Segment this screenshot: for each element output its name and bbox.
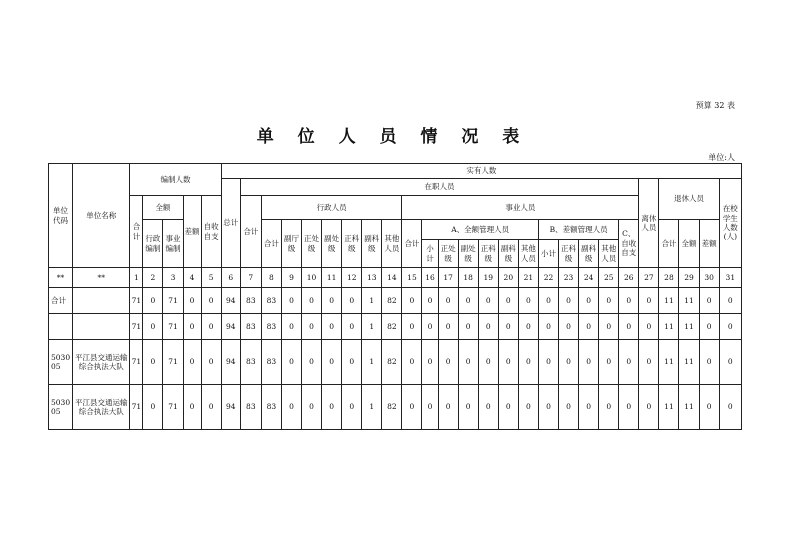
- index-cell: 9: [281, 268, 301, 288]
- header-sy-heji: 合计: [402, 220, 422, 268]
- unit-code-cell: 合计: [49, 288, 73, 314]
- value-cell: 71: [163, 385, 183, 430]
- value-cell: 83: [261, 385, 281, 430]
- header-b-xiaoji: 小计: [538, 240, 558, 268]
- value-cell: 0: [639, 314, 659, 340]
- value-cell: 83: [240, 385, 261, 430]
- value-cell: 0: [342, 385, 362, 430]
- value-cell: 0: [599, 288, 619, 314]
- value-cell: 94: [221, 314, 240, 340]
- value-cell: 0: [559, 385, 579, 430]
- table-row: [49, 314, 742, 340]
- value-cell: 0: [183, 314, 201, 340]
- value-cell: 0: [458, 314, 478, 340]
- value-cell: 0: [422, 340, 438, 385]
- value-cell: 0: [498, 385, 518, 430]
- header-zongji: 总计: [221, 179, 240, 268]
- value-cell: 83: [240, 288, 261, 314]
- unit-code-cell: [49, 314, 73, 340]
- value-cell: 0: [302, 385, 322, 430]
- value-cell: 71: [163, 340, 183, 385]
- value-cell: 0: [699, 314, 719, 340]
- value-cell: 0: [458, 385, 478, 430]
- value-cell: 0: [422, 385, 438, 430]
- value-cell: 0: [719, 385, 741, 430]
- index-row: [49, 268, 742, 288]
- value-cell: 82: [382, 385, 402, 430]
- value-cell: 0: [599, 385, 619, 430]
- value-cell: 83: [261, 340, 281, 385]
- value-cell: 0: [183, 288, 201, 314]
- form-number: 预算 32 表: [695, 101, 735, 110]
- value-cell: 1: [362, 288, 382, 314]
- value-cell: 94: [221, 288, 240, 314]
- value-cell: 0: [518, 314, 538, 340]
- value-cell: 71: [130, 340, 143, 385]
- value-cell: 0: [518, 385, 538, 430]
- value-cell: 1: [362, 314, 382, 340]
- value-cell: 0: [538, 340, 558, 385]
- value-cell: 0: [538, 385, 558, 430]
- value-cell: 71: [163, 314, 183, 340]
- unit-code-cell: 503005: [49, 385, 73, 430]
- value-cell: 0: [402, 340, 422, 385]
- value-cell: 71: [163, 288, 183, 314]
- index-cell: 10: [302, 268, 322, 288]
- value-cell: 0: [478, 340, 498, 385]
- header-zishou-zizhi: 自收自支: [201, 196, 221, 268]
- value-cell: 0: [498, 314, 518, 340]
- value-cell: 83: [261, 314, 281, 340]
- value-cell: 94: [221, 385, 240, 430]
- header-zaixiao: 在校学生人数(人): [719, 179, 741, 268]
- header-tx-cha-e: 差额: [699, 220, 719, 268]
- index-cell: 27: [639, 268, 659, 288]
- value-cell: 0: [639, 385, 659, 430]
- header-bianzhi-heji: 合计: [130, 196, 143, 268]
- header-shiyou: 实有人数: [221, 164, 741, 179]
- unit-name-cell: [73, 314, 130, 340]
- value-cell: 0: [538, 314, 558, 340]
- header-tuixiu: 退休人员: [659, 179, 719, 220]
- value-cell: 1: [362, 340, 382, 385]
- value-cell: 0: [579, 288, 599, 314]
- header-xingzheng-renyuan: 行政人员: [261, 196, 402, 220]
- value-cell: 0: [143, 340, 163, 385]
- unit-name-cell: [73, 288, 130, 314]
- value-cell: 0: [559, 314, 579, 340]
- index-cell: 20: [498, 268, 518, 288]
- index-cell: 22: [538, 268, 558, 288]
- index-cell: 1: [130, 268, 143, 288]
- index-cell: 12: [342, 268, 362, 288]
- page-title: 单 位 人 员 情 况 表: [256, 127, 529, 147]
- value-cell: 0: [438, 314, 458, 340]
- index-cell: 29: [679, 268, 699, 288]
- value-cell: 0: [302, 340, 322, 385]
- value-cell: 11: [659, 314, 679, 340]
- value-cell: 0: [402, 314, 422, 340]
- value-cell: 0: [619, 314, 639, 340]
- unit-name-cell: 平江县交通运输综合执法大队: [73, 385, 130, 430]
- value-cell: 0: [342, 340, 362, 385]
- value-cell: 0: [538, 288, 558, 314]
- value-cell: 11: [679, 340, 699, 385]
- index-cell: 17: [438, 268, 458, 288]
- value-cell: 0: [438, 385, 458, 430]
- value-cell: 0: [699, 288, 719, 314]
- header-b-zhengke: 正科级: [559, 240, 579, 268]
- value-cell: 0: [143, 314, 163, 340]
- header-tx-quan-e: 全额: [679, 220, 699, 268]
- unit-code-cell: 503005: [49, 340, 73, 385]
- value-cell: 0: [619, 288, 639, 314]
- header-zhengchu: 正处级: [302, 220, 322, 268]
- value-cell: 0: [478, 385, 498, 430]
- index-cell: 30: [699, 268, 719, 288]
- value-cell: 0: [322, 385, 342, 430]
- index-cell: 18: [458, 268, 478, 288]
- value-cell: 0: [438, 288, 458, 314]
- value-cell: 71: [130, 314, 143, 340]
- header-a-fuke: 副科级: [498, 240, 518, 268]
- index-cell: 31: [719, 268, 741, 288]
- value-cell: 0: [402, 385, 422, 430]
- value-cell: 83: [261, 288, 281, 314]
- value-cell: 11: [659, 340, 679, 385]
- value-cell: 0: [422, 288, 438, 314]
- data-rows-body: [49, 288, 742, 430]
- value-cell: 0: [438, 340, 458, 385]
- index-cell: 7: [240, 268, 261, 288]
- value-cell: 0: [201, 340, 221, 385]
- index-cell: 2: [143, 268, 163, 288]
- header-xz-qita: 其他人员: [382, 220, 402, 268]
- value-cell: 0: [478, 288, 498, 314]
- header-zhengke: 正科级: [342, 220, 362, 268]
- value-cell: 82: [382, 288, 402, 314]
- value-cell: 0: [201, 385, 221, 430]
- value-cell: 0: [342, 288, 362, 314]
- value-cell: 0: [302, 314, 322, 340]
- value-cell: 0: [699, 385, 719, 430]
- value-cell: 94: [221, 340, 240, 385]
- header-zaizhi: 在职人员: [240, 179, 639, 196]
- header-quan-e: 全额: [143, 196, 183, 220]
- value-cell: 0: [302, 288, 322, 314]
- table-row: [49, 385, 742, 430]
- value-cell: 0: [619, 340, 639, 385]
- header-b-qita: 其他人员: [599, 240, 619, 268]
- value-cell: 11: [679, 288, 699, 314]
- header-shiye-bianzhi: 事业编制: [163, 220, 183, 268]
- unit-name-cell: 平江县交通运输综合执法大队: [73, 340, 130, 385]
- value-cell: 0: [498, 288, 518, 314]
- header-a-xiaoji: 小计: [422, 240, 438, 268]
- index-cell: 21: [518, 268, 538, 288]
- value-cell: 0: [322, 340, 342, 385]
- value-cell: 0: [478, 314, 498, 340]
- header-a-group: A、全额管理人员: [422, 220, 538, 240]
- index-cell: 23: [559, 268, 579, 288]
- value-cell: 0: [719, 314, 741, 340]
- value-cell: 11: [679, 314, 699, 340]
- value-cell: 0: [719, 288, 741, 314]
- index-cell: 13: [362, 268, 382, 288]
- value-cell: 0: [498, 340, 518, 385]
- value-cell: 0: [342, 314, 362, 340]
- header-b-group: B、差额管理人员: [538, 220, 618, 240]
- index-cell: 16: [422, 268, 438, 288]
- index-cell: 19: [478, 268, 498, 288]
- header-a-qita: 其他人员: [518, 240, 538, 268]
- value-cell: 0: [699, 340, 719, 385]
- index-cell: 25: [599, 268, 619, 288]
- index-cell: 14: [382, 268, 402, 288]
- personnel-table: [48, 163, 742, 430]
- index-cell: 3: [163, 268, 183, 288]
- value-cell: 0: [458, 288, 478, 314]
- value-cell: 0: [322, 314, 342, 340]
- index-cell: 5: [201, 268, 221, 288]
- header-unit-name: 单位名称: [73, 164, 130, 268]
- value-cell: 1: [362, 385, 382, 430]
- value-cell: 0: [201, 314, 221, 340]
- value-cell: 11: [659, 385, 679, 430]
- header-fuchu: 副处级: [322, 220, 342, 268]
- value-cell: 0: [599, 340, 619, 385]
- value-cell: 83: [240, 340, 261, 385]
- value-cell: 71: [130, 385, 143, 430]
- index-cell: 15: [402, 268, 422, 288]
- index-cell: 28: [659, 268, 679, 288]
- header-a-fuchu: 副处级: [458, 240, 478, 268]
- value-cell: 83: [240, 314, 261, 340]
- header-xingzheng-bianzhi: 行政编制: [143, 220, 163, 268]
- header-a-zhengke: 正科级: [478, 240, 498, 268]
- value-cell: 0: [518, 288, 538, 314]
- header-cha-e: 差额: [183, 196, 201, 268]
- header-bianzhi: 编制人数: [130, 164, 221, 196]
- index-cell: **: [73, 268, 130, 288]
- value-cell: 0: [599, 314, 619, 340]
- value-cell: 0: [619, 385, 639, 430]
- index-cell: 4: [183, 268, 201, 288]
- value-cell: 11: [659, 288, 679, 314]
- value-cell: 0: [183, 385, 201, 430]
- value-cell: 82: [382, 340, 402, 385]
- unit-label: 单位:人: [708, 153, 735, 162]
- index-cell: 26: [619, 268, 639, 288]
- value-cell: 0: [719, 340, 741, 385]
- value-cell: 0: [559, 340, 579, 385]
- index-cell: **: [49, 268, 73, 288]
- header-zaizhi-heji: 合计: [240, 196, 261, 268]
- table-row: [49, 340, 742, 385]
- value-cell: 82: [382, 314, 402, 340]
- value-cell: 0: [322, 288, 342, 314]
- value-cell: 0: [579, 314, 599, 340]
- value-cell: 0: [281, 288, 301, 314]
- header-futing: 副厅级: [281, 220, 301, 268]
- value-cell: 0: [579, 340, 599, 385]
- value-cell: 0: [639, 340, 659, 385]
- value-cell: 0: [402, 288, 422, 314]
- index-cell: 24: [579, 268, 599, 288]
- header-xz-heji: 合计: [261, 220, 281, 268]
- value-cell: 0: [458, 340, 478, 385]
- index-cell: 8: [261, 268, 281, 288]
- index-cell: 6: [221, 268, 240, 288]
- header-a-zhengchu: 正处级: [438, 240, 458, 268]
- header-lixiu: 离休人员: [639, 179, 659, 268]
- value-cell: 0: [183, 340, 201, 385]
- value-cell: 0: [201, 288, 221, 314]
- value-cell: 0: [281, 314, 301, 340]
- value-cell: 0: [281, 340, 301, 385]
- index-cell: 11: [322, 268, 342, 288]
- value-cell: 0: [579, 385, 599, 430]
- value-cell: 0: [422, 314, 438, 340]
- value-cell: 11: [679, 385, 699, 430]
- table-row: [49, 288, 742, 314]
- header-unit-code: 单位代码: [49, 164, 73, 268]
- header-b-fuke: 副科级: [579, 240, 599, 268]
- value-cell: 0: [559, 288, 579, 314]
- header-tx-heji: 合计: [659, 220, 679, 268]
- value-cell: 0: [518, 340, 538, 385]
- value-cell: 0: [639, 288, 659, 314]
- header-c-group: C、自收自支: [619, 220, 639, 268]
- value-cell: 0: [143, 288, 163, 314]
- header-fuke: 副科级: [362, 220, 382, 268]
- value-cell: 0: [281, 385, 301, 430]
- value-cell: 0: [143, 385, 163, 430]
- index-row-body: [49, 268, 742, 288]
- header-shiye-renyuan: 事业人员: [402, 196, 639, 220]
- value-cell: 71: [130, 288, 143, 314]
